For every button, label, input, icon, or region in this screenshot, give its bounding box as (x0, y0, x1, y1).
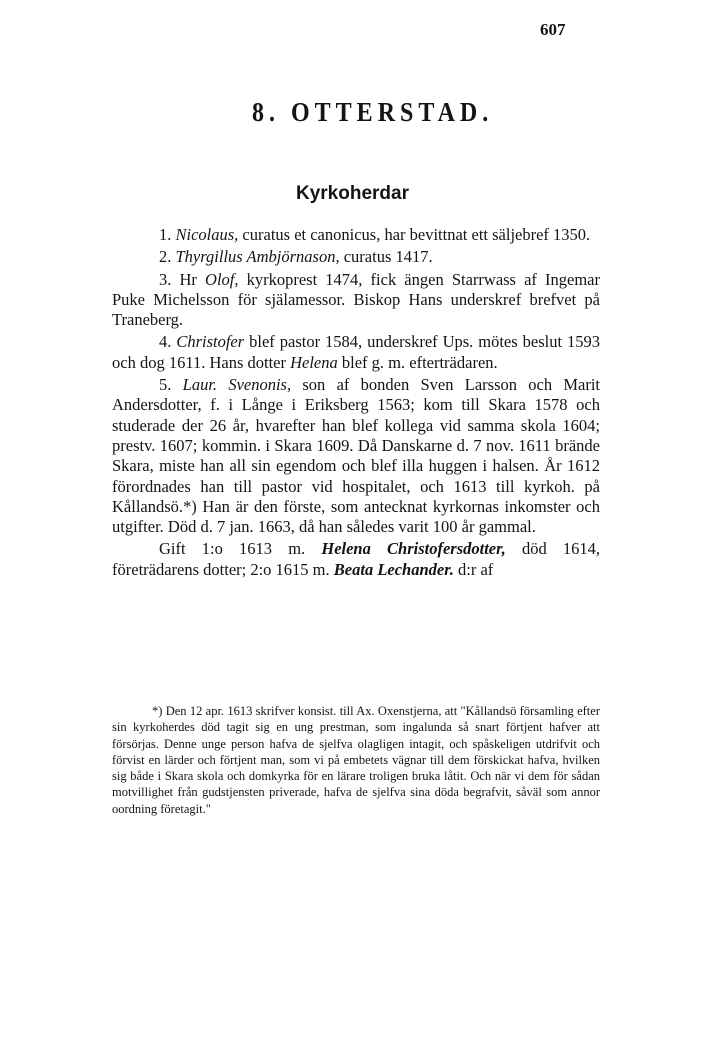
entry-text: kyrkoprest 1474, fick ängen Starrwass af Ingemar Puke Michelsson för själamessor. Biskop Hans underskref brefvet på Traneberg. (112, 269, 601, 330)
spouse-name: Helena Christofersdotter, (321, 539, 506, 559)
entry-number: 4. (159, 332, 172, 352)
list-heading: Kyrkoherdar (296, 183, 409, 204)
section-title: 8. OTTERSTAD. (252, 98, 494, 128)
entry-text-continued: blef g. m. efterträdaren. (337, 352, 498, 372)
marriage-text: Gift 1:o 1613 m. (159, 539, 322, 559)
entry-number: 5. (159, 375, 172, 395)
entry-name: Nicolaus, (175, 225, 239, 244)
list-item (112, 332, 600, 373)
marriage-text: död 1614, företrädarens dotter; 2:o 1615 m. (112, 539, 601, 579)
entry-number: 2. (159, 247, 172, 267)
spouse-name: Beata Lechander. (333, 559, 454, 579)
list-item (112, 375, 600, 537)
list-item (112, 247, 600, 267)
entry-name: Olof, (205, 269, 239, 289)
entry-name-secondary: Helena (290, 352, 338, 372)
entry-number: 1. (159, 225, 172, 244)
entry-text: blef pastor 1584, underskref Ups. mötes beslut 1593 och dog 1611. Hans dotter (112, 332, 600, 372)
list-item (112, 225, 600, 245)
page-number: 607 (540, 20, 566, 39)
entry-text: son af bonden Sven Larsson och Marit Andersdotter, f. i Långe i Eriksberg 1563; kom till Skara 1578 och studerade der 26 år, hvarefter han blef kollega vid samma skola 1604; prestv. 1607; kommin. i Skara 1609. Då Danskarne d. 7 nov. 1611 brände Skara, miste han all sin egendom och blef illa huggen i halsen. År 1612 förordnades han till pastor vid hospitalet, och 1613 till kyrkoh. på Kållandsö.*) Han är den förste, som antecknat kyrkornas inkomster och utgifter. Död d. 7 jan. 1663, då han således varit 100 år gammal. (112, 375, 601, 537)
entry-prefix: Hr (179, 269, 206, 289)
clergy-list (112, 225, 600, 582)
entry-text: curatus et canonicus, har bevittnat ett säljebref 1350. (238, 225, 591, 244)
marriage-text: d:r af (453, 559, 494, 579)
entry-name: Thyrgillus Ambjörnason, (175, 247, 340, 267)
marriage-paragraph (112, 539, 600, 580)
footnote: *) Den 12 apr. 1613 skrifver konsist. till Ax. Oxenstjerna, att "Kållandsö församling efter sin kyrkoherdes död tagit sig en ung prestman, som ingalunda så snart förtjent hafver att försörjas. Denne unge person hafva de sjelfva olagligen intagit, och spåskeligen utdrifvit och förvist en lärder och förtjent man, som vi på embetets vägnar till dem förskickat hafva, hvilken sig både i Skara skola och domkyrka för en lärare troligen bruka låtit. Och när vi dem för sådan motvillighet från gudstjensten priverade, hafva de sjelfva sina döda begrafvit, såväl som annor oordning företagit." (112, 704, 600, 816)
entry-number: 3. (159, 269, 172, 289)
entry-name: Laur. Svenonis, (182, 375, 292, 395)
entry-name: Christofer (176, 332, 245, 352)
entry-text: curatus 1417. (339, 247, 433, 267)
list-item (112, 270, 600, 331)
